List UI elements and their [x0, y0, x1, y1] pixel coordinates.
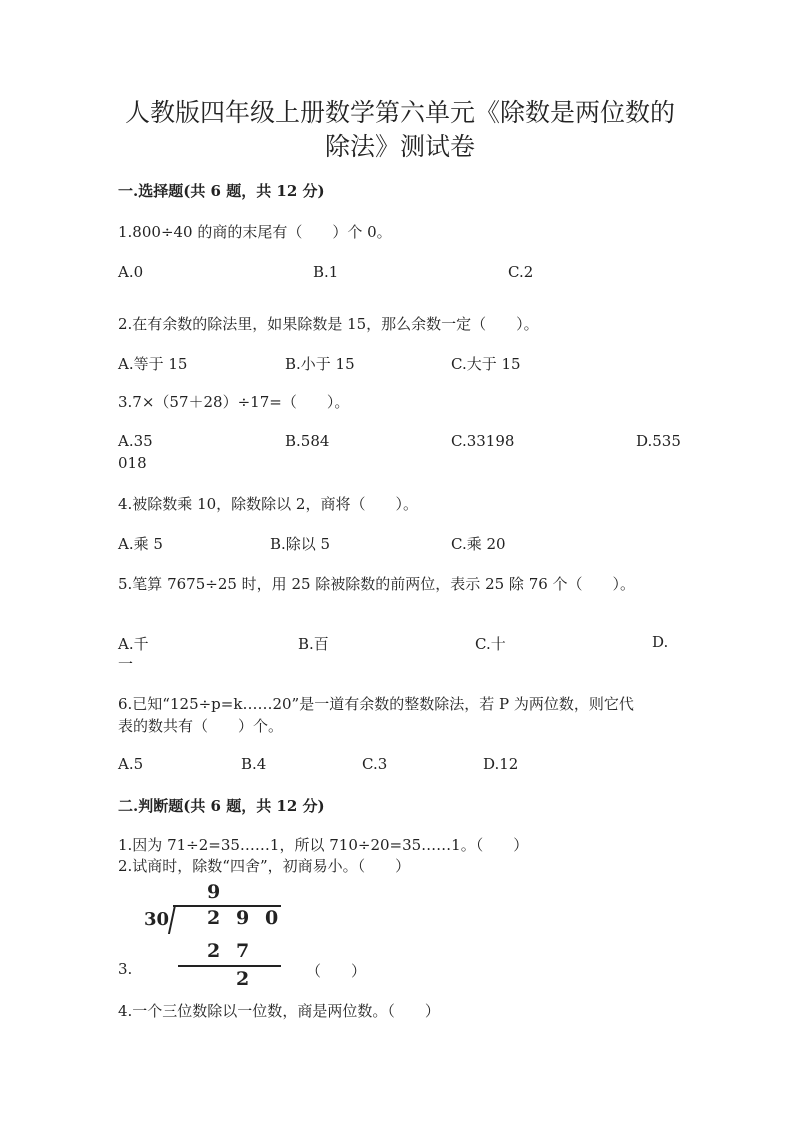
division-divisor: 30: [144, 909, 170, 930]
question-4-stem: 4.被除数乘 10，除数除以 2，商将（ ）。: [118, 495, 418, 513]
judgment-4-stem: 4.一个三位数除以一位数，商是两位数。（ ）: [118, 1002, 440, 1020]
question-2-option-a: A.等于 15: [118, 355, 188, 373]
division-quotient: 9: [207, 881, 221, 903]
question-6-stem-line-2: 表的数共有（ ）个。: [118, 717, 284, 735]
question-6-option-b: B.4: [241, 755, 267, 773]
division-dividend-digit-3: 0: [265, 907, 279, 929]
judgment-2-stem: 2.试商时，除数“四舍”，初商易小。（ ）: [118, 857, 411, 875]
question-5-option-d: D.: [652, 633, 669, 651]
question-1-option-b: B.1: [313, 263, 339, 281]
section-heading-choice: 一.选择题(共 6 题，共 12 分): [118, 182, 325, 200]
division-dividend-digit-1: 2: [207, 907, 221, 929]
question-5-option-b: B.百: [298, 635, 329, 653]
question-1-option-a: A.0: [118, 263, 144, 281]
question-6-option-d: D.12: [483, 755, 519, 773]
question-4-option-c: C.乘 20: [451, 535, 506, 553]
question-2-option-b: B.小于 15: [285, 355, 355, 373]
question-3-option-a: A.35: [118, 432, 153, 450]
question-3-stem: 3.7×（57＋28）÷17=（ ）。: [118, 393, 350, 411]
question-3-option-b: B.584: [285, 432, 330, 450]
page-title-line-1: 人教版四年级上册数学第六单元《除数是两位数的: [124, 98, 675, 127]
question-6-stem-line-1: 6.已知“125÷p=k……20”是一道有余数的整数除法，若 P 为两位数，则它代: [118, 695, 634, 713]
page-title-line-2: 除法》测试卷: [324, 132, 475, 161]
division-bracket-side: [168, 905, 176, 934]
division-subtraction-line: [178, 965, 281, 967]
judgment-1-stem: 1.因为 71÷2=35……1，所以 710÷20=35……1。（ ）: [118, 836, 529, 854]
question-5-option-a: A.千: [118, 635, 149, 653]
question-3-option-c: C.33198: [451, 432, 515, 450]
question-1-option-c: C.2: [508, 263, 534, 281]
division-product-digit-2: 7: [236, 940, 250, 962]
judgment-3-blank: （ ）: [306, 962, 367, 980]
section-heading-judgment: 二.判断题(共 6 题，共 12 分): [118, 797, 325, 815]
judgment-3-number: 3.: [118, 960, 133, 978]
question-3-option-d-wrap: 018: [118, 454, 147, 472]
question-1-stem: 1.800÷40 的商的末尾有（ ）个 0。: [118, 223, 392, 241]
question-5-option-d-wrap: 一: [118, 655, 134, 673]
question-3-option-d: D.535: [636, 432, 681, 450]
question-2-stem: 2.在有余数的除法里，如果除数是 15，那么余数一定（ ）。: [118, 315, 539, 333]
question-6-option-a: A.5: [118, 755, 144, 773]
division-dividend-digit-2: 9: [236, 907, 250, 929]
question-6-option-c: C.3: [362, 755, 388, 773]
question-2-option-c: C.大于 15: [451, 355, 521, 373]
question-5-stem: 5.笔算 7675÷25 时，用 25 除被除数的前两位，表示 25 除 76 个（ ）。: [118, 575, 636, 593]
question-5-option-c: C.十: [475, 635, 506, 653]
question-4-option-b: B.除以 5: [270, 535, 331, 553]
division-product-digit-1: 2: [207, 940, 221, 962]
division-remainder: 2: [236, 968, 250, 990]
question-4-option-a: A.乘 5: [118, 535, 163, 553]
